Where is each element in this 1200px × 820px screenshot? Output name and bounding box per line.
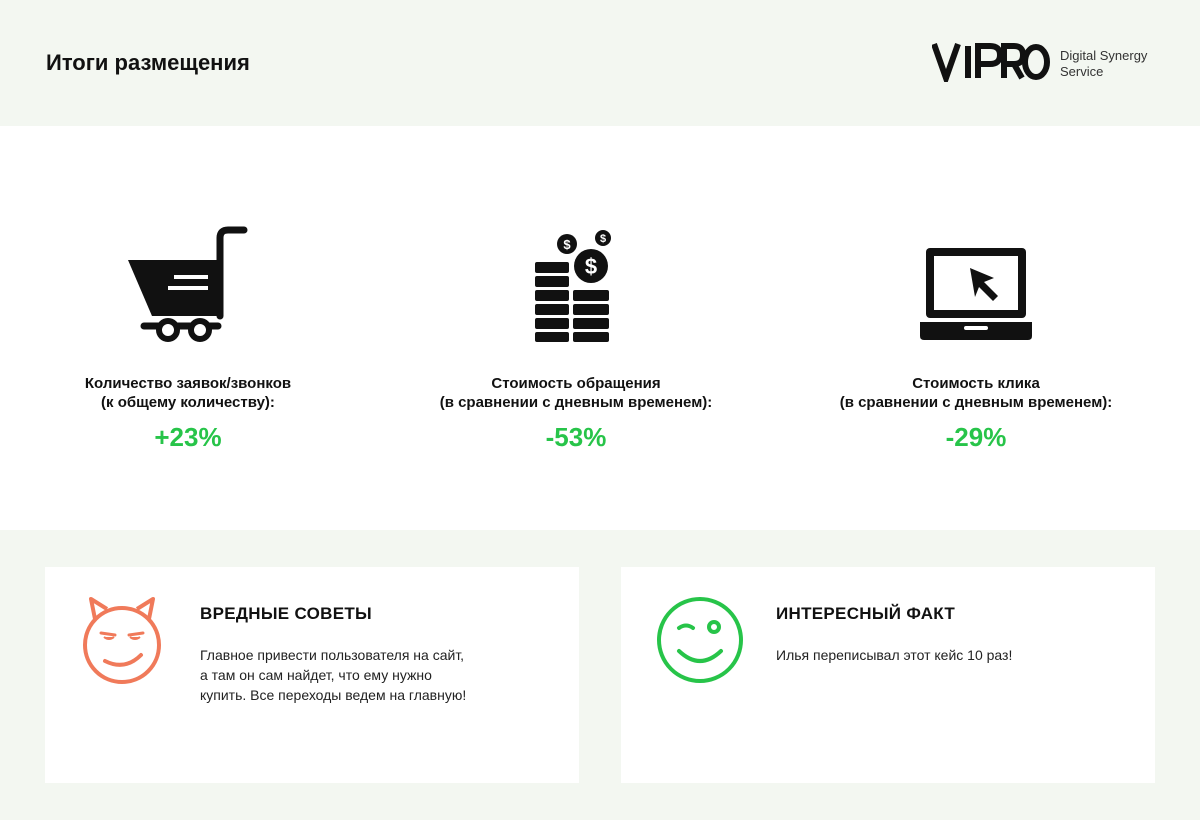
shopping-cart-icon (126, 226, 250, 342)
vipro-logo-mark (932, 40, 1050, 82)
svg-text:$: $ (584, 254, 598, 279)
card-title: ИНТЕРЕСНЫЙ ФАКТ (776, 604, 956, 623)
metric-requests (28, 226, 348, 453)
harmful-tips-card (45, 567, 579, 783)
metric-label (416, 374, 736, 412)
svg-text:$: $ (563, 237, 571, 252)
metric-label-line2: (к общему количеству): (101, 394, 275, 411)
card-text-line: Главное привести пользователя на сайт, (200, 647, 465, 663)
vipro-logo[interactable] (932, 40, 1172, 86)
card-text (200, 645, 530, 705)
metric-label (28, 374, 348, 412)
card-text (776, 645, 1106, 665)
metric-label-line1: Стоимость обращения (491, 375, 661, 392)
svg-text:$: $ (599, 233, 607, 245)
metric-label-line1: Количество заявок/звонков (84, 375, 292, 392)
header (0, 0, 1200, 126)
coins-dollar-icon (531, 230, 621, 342)
card-text-line: Илья переписывал этот кейс 10 раз! (776, 647, 1013, 663)
devil-face-icon (79, 595, 165, 685)
card-text-line: купить. Все переходы ведем на главную! (200, 687, 467, 703)
metric-label (816, 374, 1136, 412)
wink-face-icon (655, 595, 745, 685)
metric-cost-per-request (416, 226, 736, 453)
logo-tagline (1060, 48, 1147, 80)
metric-label-line2: (в сравнении с дневным временем): (439, 394, 713, 411)
laptop-cursor-icon (918, 246, 1034, 342)
metrics-section (0, 126, 1200, 530)
logo-tagline-line2: Service (1060, 64, 1104, 79)
metric-value: -29% (945, 422, 1007, 452)
page-title: Итоги размещения (46, 50, 250, 75)
metric-cost-per-click (816, 226, 1136, 453)
metric-label-line2: (в сравнении с дневным временем): (839, 394, 1113, 411)
metric-value: -53% (545, 422, 607, 452)
interesting-fact-card (621, 567, 1155, 783)
logo-tagline-line1: Digital Synergy (1060, 48, 1148, 63)
card-text-line: а там он сам найдет, что ему нужно (200, 667, 432, 683)
card-title: ВРЕДНЫЕ СОВЕТЫ (200, 604, 372, 623)
metric-label-line1: Стоимость клика (912, 375, 1040, 392)
metric-value: +23% (154, 422, 222, 452)
